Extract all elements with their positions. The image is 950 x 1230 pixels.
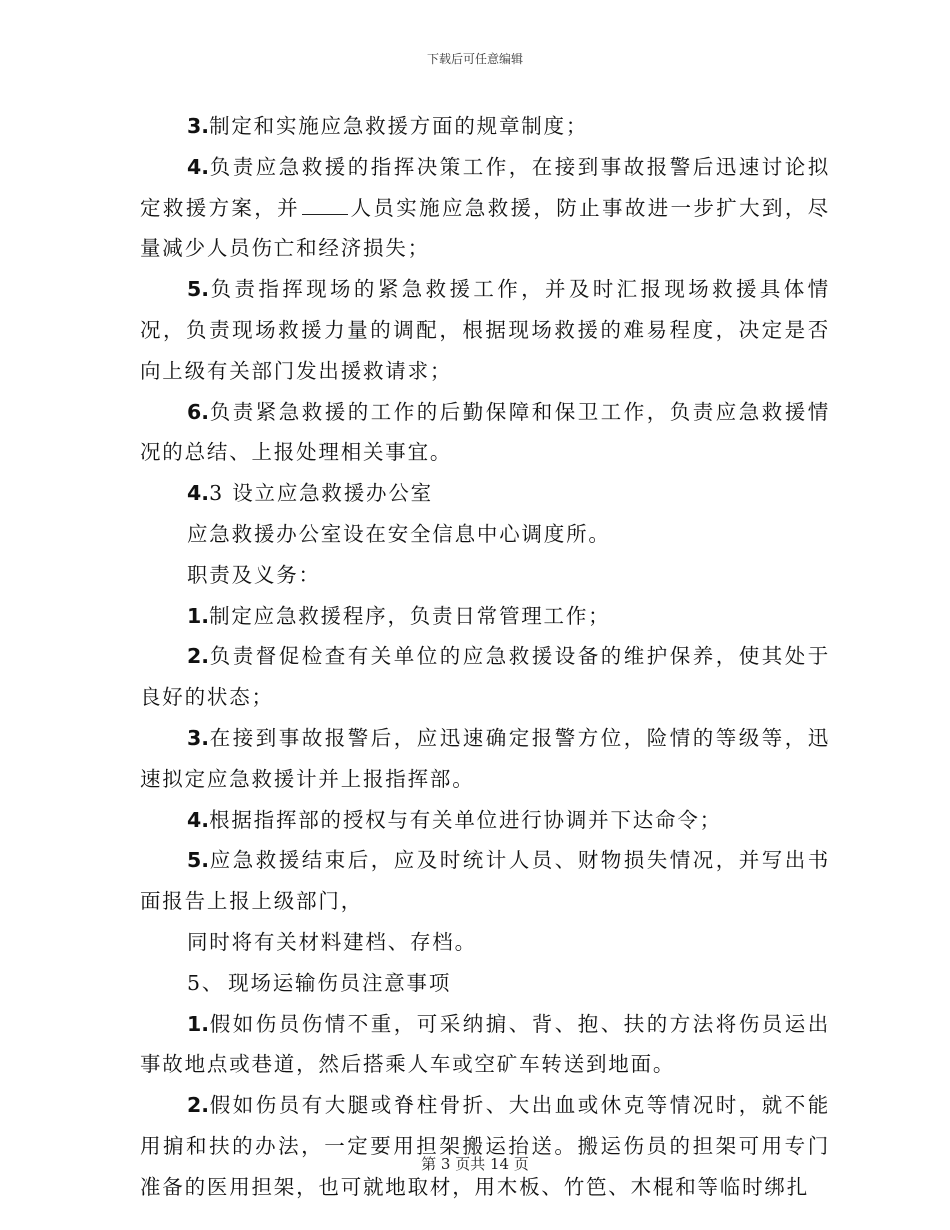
- paragraph-text: 负责督促检查有关单位的应急救援设备的维护保养，使其处于良好的状态；: [140, 644, 830, 710]
- item-number: 4.: [187, 807, 210, 832]
- paragraph-text: 现场运输伤员注意事项: [228, 970, 452, 995]
- item-number: 1.: [187, 603, 210, 628]
- document-body: [140, 106, 830, 1208]
- item-number: 2.: [187, 1093, 210, 1118]
- item-number: 6.: [187, 399, 210, 424]
- paragraph-3-rules: [140, 106, 830, 147]
- paragraph-archive: [140, 922, 830, 963]
- item-number: 5、: [187, 970, 225, 995]
- paragraph-text: 负责应急救援的指挥决策工作，在接到事故报警后迅速讨论拟定救援方案，并: [140, 154, 830, 220]
- item-number: 2.: [187, 644, 210, 669]
- page-footer: 第 3 页共 14 页: [421, 1155, 529, 1173]
- paragraph-text: 根据指挥部的授权与有关单位进行协调并下达命令；: [209, 807, 722, 832]
- item-number: 3.: [187, 725, 210, 750]
- paragraph-text: 负责紧急救援的工作的后勤保障和保卫工作，负责应急救援情况的总结、上报处理相关事宜。: [140, 399, 830, 465]
- paragraph-transport-2: [140, 1085, 830, 1207]
- item-number: 4.: [187, 481, 210, 506]
- paragraph-text: 人员实施应急救援，防止事故进一步扩大到，尽量减少人员伤亡和经济损失；: [140, 195, 830, 261]
- item-number: 5.: [187, 277, 210, 302]
- paragraph-duty-4: [140, 800, 830, 841]
- paragraph-text: 制定应急救援程序，负责日常管理工作；: [209, 603, 611, 628]
- paragraph-text: 假如伤员有大腿或脊柱骨折、大出血或休克等情况时，就不能用掮和扶的办法，一定要用担架搬运抬送。搬运伤员的担架可用专门准备的医用担架，也可就地取材，用木板、竹笆、木棍和等临时绑扎: [140, 1093, 830, 1199]
- paragraph-4-command: [140, 147, 830, 269]
- item-number: 4.: [187, 154, 210, 179]
- paragraph-text: 负责指挥现场的紧急救援工作，并及时汇报现场救援具体情况，负责现场救援力量的调配，根据现场救援的难易程度，决定是否向上级有关部门发出援救请求；: [140, 277, 830, 383]
- paragraph-duty-5: [140, 840, 830, 922]
- paragraph-text: 制定和实施应急救援方面的规章制度；: [209, 114, 589, 138]
- paragraph-duty-2: [140, 636, 830, 718]
- section-heading-4-3: [140, 473, 830, 514]
- paragraph-text: 应急救援办公室设在安全信息中心调度所。: [187, 521, 611, 546]
- paragraph-duties-label: [140, 555, 830, 596]
- page-header: 下载后可任意编辑: [426, 52, 523, 66]
- paragraph-text: 同时将有关材料建档、存档。: [187, 929, 477, 954]
- paragraph-office-location: [140, 514, 830, 555]
- paragraph-text: 职责及义务：: [187, 562, 321, 587]
- fill-in-blank: [302, 196, 348, 215]
- paragraph-transport-1: [140, 1004, 830, 1086]
- paragraph-text: 假如伤员伤情不重，可采纳掮、背、抱、扶的方法将伤员运出事故地点或巷道，然后搭乘人车或空矿车转送到地面。: [140, 1011, 830, 1077]
- paragraph-text: 在接到事故报警后，应迅速确定报警方位，险情的等级等，迅速拟定应急救援计并上报指挥部。: [140, 725, 830, 791]
- paragraph-6-logistics: [140, 392, 830, 474]
- paragraph-text: 应急救援结束后，应及时统计人员、财物损失情况，并写出书面报告上报上级部门，: [140, 848, 830, 914]
- paragraph-text: 3 设立应急救援办公室: [209, 481, 433, 506]
- paragraph-duty-1: [140, 596, 830, 637]
- paragraph-5-field: [140, 269, 830, 391]
- item-number: 5.: [187, 848, 210, 873]
- item-number: 1.: [187, 1011, 210, 1036]
- section-heading-5: [140, 963, 830, 1004]
- paragraph-duty-3: [140, 718, 830, 800]
- item-number: 3.: [187, 114, 210, 138]
